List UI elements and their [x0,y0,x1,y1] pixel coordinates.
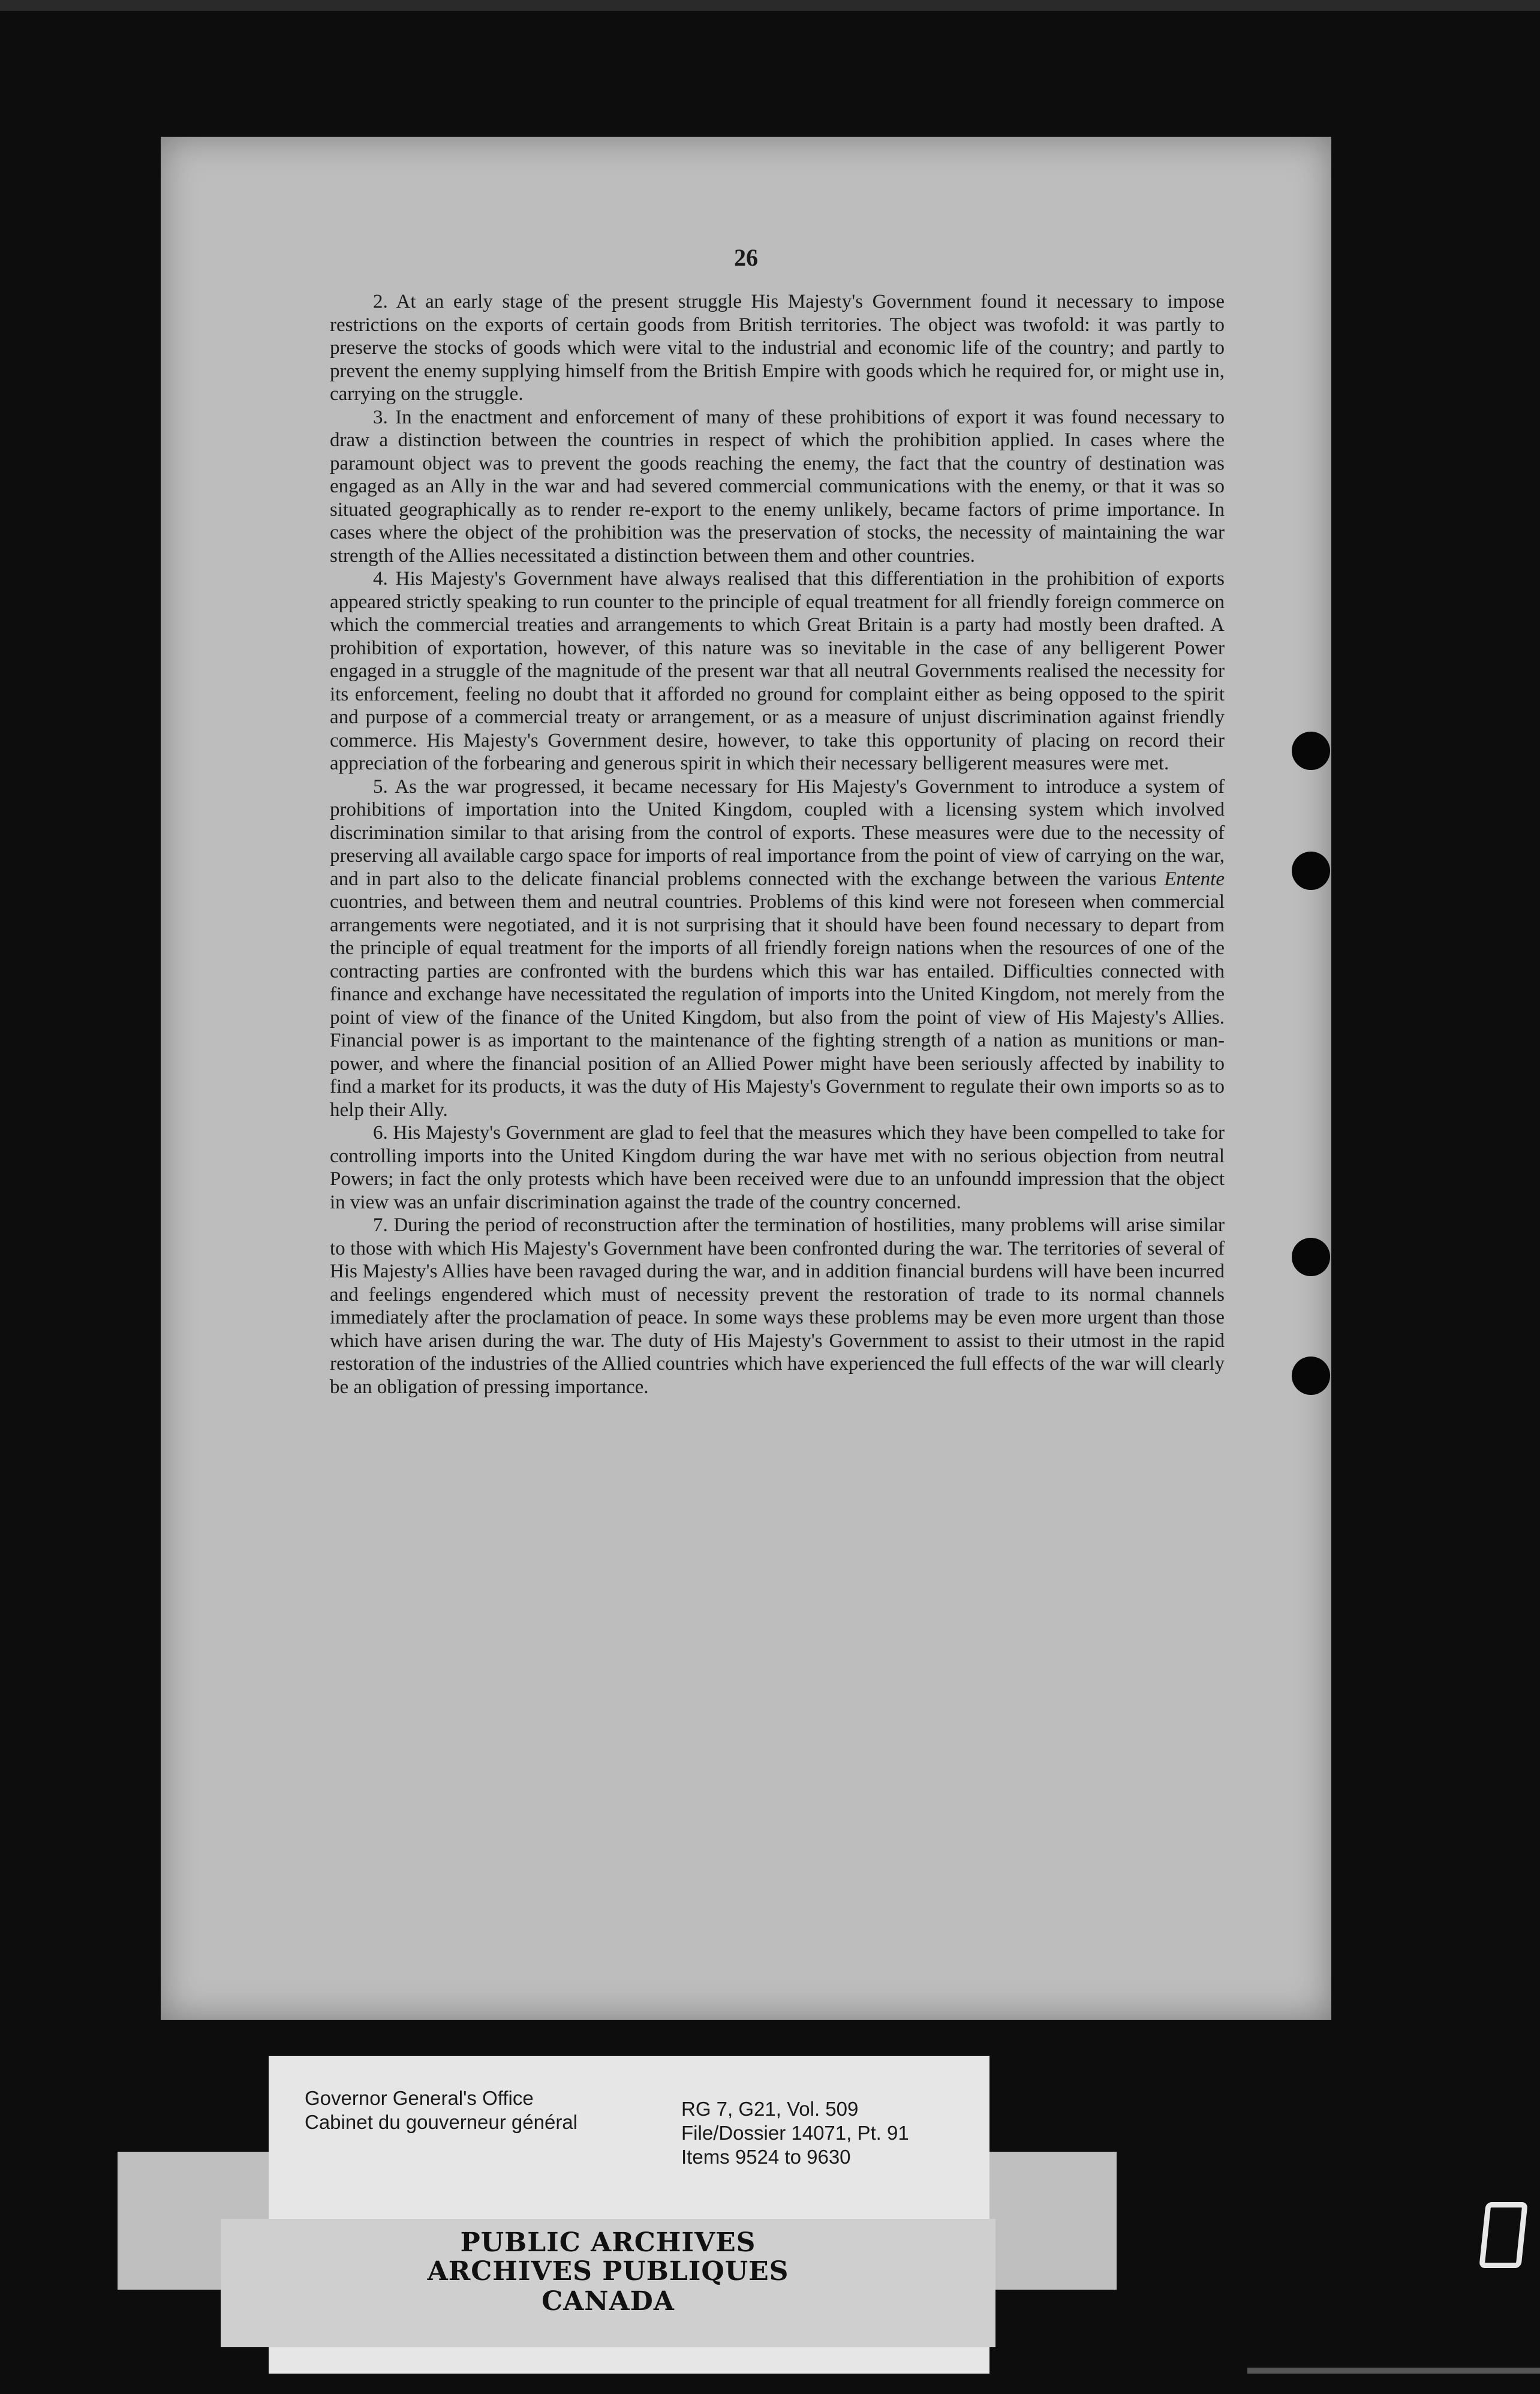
paragraph-5: 5. As the war progressed, it became necessary for His Majesty's Government to introduce a system of prohibitions of importation into the United Kingdom, coupled with a licensing system which involved discrimination similar to that arising from the control of exports. These measures were due to the necessity of preserving all available cargo space for imports of real importance from the point of view of carrying on the war, and in part also to the delicate financial problems connected with the exchange between the various Entente cuontries, and between them and neutral countries. Problems of this kind were not foreseen when commercial arrangements were negotiated, and it is not surprising that it should have been found necessary to depart from the principle of equal treatment for the imports of all friendly foreign nations when the resources of one of the contracting parties are confronted with the burdens which this war has entailed. Difficulties connected with finance and exchange have necessitated the regulation of imports into the United Kingdom, not merely from the point of view of the finance of the United Kingdom, but also from the point of view of His Majesty's Allies. Financial power is as important to the maintenance of the fighting strength of a nation as munitions or man-power, and where the financial position of an Allied Power might have been seriously affected by inability to find a market for its products, it was the duty of His Majesty's Government to regulate their own imports so as to help their Ally. [330,775,1225,1121]
film-streak [1247,2368,1540,2374]
punch-hole-icon [1292,852,1330,890]
punch-hole-icon [1292,1357,1330,1395]
page-number: 26 [734,244,758,271]
document-body [330,290,1225,1398]
archives-line-3: CANADA [542,2286,675,2317]
office-name-fr: Cabinet du gouverneur général [305,2111,578,2133]
paragraph-6: 6. His Majesty's Government are glad to feel that the measures which they have been compelled to take for controlling imports into the United Kingdom during the war have met with no serious objection from neutral Powers; in fact the only protests which have been received were due to an unfoundd impression that the object in view was an unfair discrimination against the trade of the country concerned. [330,1122,1225,1213]
paragraph-7: 7. During the period of reconstruction after the termination of hostilities, many problems will arise similar to those with which His Majesty's Government have been confronted during the war. The territories of several of His Majesty's Allies have been ravaged during the war, and in addition financial burdens will have been incurred and feelings engendered which must of necessity prevent the restoration of trade to its normal channels immediately after the proclamation of peace. In some ways these problems may be even more urgent than those which have arisen during the war. The duty of His Majesty's Government to assist to their utmost in the rapid restoration of the industries of the Allied countries which have experienced the full effects of the war will clearly be an obligation of pressing importance. [330,1214,1225,1398]
office-name-en: Governor General's Office [305,2087,534,2109]
archives-stamp [221,2219,995,2347]
emphasis-entente: Entente [1164,868,1225,890]
paragraph-3: 3. In the enactment and enforcement of many of these prohibitions of export it was found necessary to draw a distinction between the countries in respect of which the prohibition applied. In cases where the paramount object was to prevent the goods reaching the enemy, the fact that the country of destination was engaged as an Ally in the war and had severed commercial communications with the enemy, or that it was so situated geographically as to render re-export to the enemy unlikely, became factors of prime importance. In cases where the object of the prohibition was the preservation of stocks, the necessity of maintaining the war strength of the Allies necessitated a distinction between them and other countries. [330,406,1225,567]
archives-line-1: PUBLIC ARCHIVES [460,2227,756,2258]
archives-line-2: ARCHIVES PUBLIQUES [427,2256,789,2287]
document-page [161,137,1331,2020]
film-edge [0,0,1540,11]
file-reference: File/Dossier 14071, Pt. 91 [681,2122,909,2144]
punch-hole-icon [1292,732,1330,770]
item-range: Items 9524 to 9630 [681,2146,851,2168]
film-frame-mark [1479,2202,1528,2268]
paragraph-4: 4. His Majesty's Government have always realised that this differentiation in the prohibition of exports appeared strictly speaking to run counter to the principle of equal treatment for all friendly foreign commerce on which the commercial treaties and arrangements to which Great Britain is a party had mostly been drafted. A prohibition of exportation, however, of this nature was so inevitable in the case of any belligerent Power engaged in a struggle of the magnitude of the present war that all neutral Governments realised the necessity for its enforcement, feeling no doubt that it afforded no ground for complaint either as being opposed to the spirit and purpose of a commercial treaty or arrangement, or as a measure of unjust discrimination against friendly commerce. His Majesty's Government desire, however, to take this opportunity of placing on record their appreciation of the forbearing and generous spirit in which their necessary belligerent measures were met. [330,568,1225,774]
punch-hole-icon [1292,1238,1330,1276]
paragraph-2: 2. At an early stage of the present struggle His Majesty's Government found it necessary to impose restrictions on the exports of certain goods from British territories. The object was twofold: it was partly to preserve the stocks of goods which were vital to the industrial and economic life of the country; and partly to prevent the enemy supplying himself from the British Empire with goods which he required for, or might use in, carrying on the struggle. [330,291,1225,405]
record-group: RG 7, G21, Vol. 509 [681,2098,859,2120]
